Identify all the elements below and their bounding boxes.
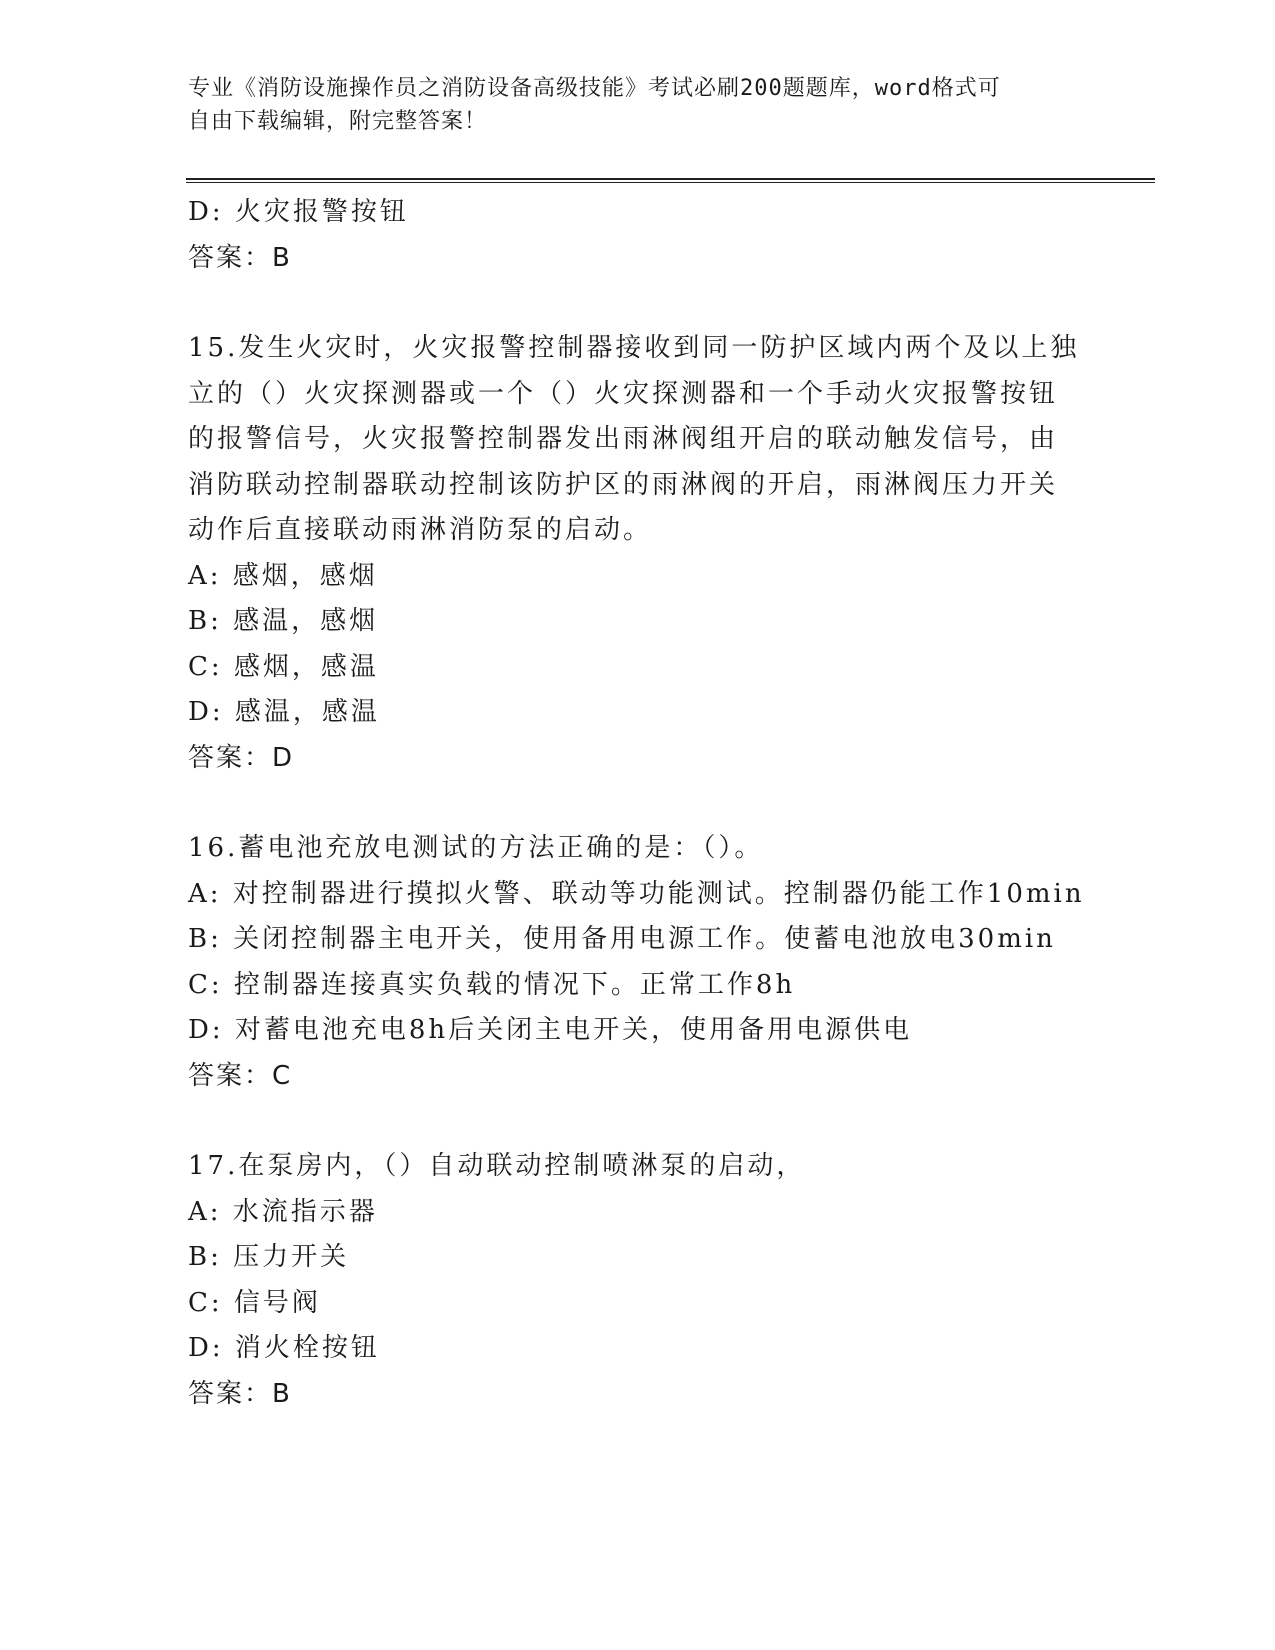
q15-option-d: D: 感温，感温 [188, 697, 380, 727]
q16-option-c: C: 控制器连接真实负载的情况下。正常工作8h [188, 969, 796, 1000]
q15-stem-line-3: 的报警信号，火灾报警控制器发出雨淋阀组开启的联动触发信号，由 [188, 424, 1059, 454]
question-17 [188, 1144, 1088, 1417]
q16-option-d: D: 对蓄电池充电8h后关闭主电开关，使用备用电源供电 [188, 1015, 913, 1045]
header-line-2: 自由下载编辑，附完整答案！ [188, 109, 488, 134]
document-header [188, 72, 1088, 138]
q15-option-a: A: 感烟，感烟 [188, 560, 378, 591]
q17-stem-line-1: 17.在泵房内，（）自动联动控制喷淋泵的启动， [188, 1151, 806, 1181]
q16-option-a: A: 对控制器进行摸拟火警、联动等功能测试。控制器仍能工作10min [188, 878, 1085, 909]
q17-option-c: C: 信号阀 [188, 1287, 321, 1318]
q17-option-a: A: 水流指示器 [188, 1196, 378, 1227]
q16-answer: 答案：C [188, 1060, 293, 1091]
header-divider [186, 178, 1155, 183]
question-15 [188, 326, 1088, 781]
prev-option-d: D: 火灾报警按钮 [188, 197, 409, 227]
q15-option-c: C: 感烟，感温 [188, 651, 379, 682]
q16-option-b: B: 关闭控制器主电开关，使用备用电源工作。使蓄电池放电30min [188, 924, 1056, 954]
question-list [188, 190, 1088, 1417]
prev-answer: 答案：B [188, 242, 292, 273]
q17-answer: 答案：B [188, 1378, 292, 1409]
q16-stem-line-1: 16.蓄电池充放电测试的方法正确的是：（）。 [188, 833, 764, 863]
q15-stem-line-2: 立的（）火灾探测器或一个（）火灾探测器和一个手动火灾报警按钮 [188, 378, 1059, 409]
q17-option-b: B: 压力开关 [188, 1242, 350, 1272]
q15-stem-line-1: 15.发生火灾时，火灾报警控制器接收到同一防护区域内两个及以上独 [188, 333, 1080, 363]
q17-option-d: D: 消火栓按钮 [188, 1333, 380, 1363]
q15-option-b: B: 感温，感烟 [188, 606, 379, 636]
q15-stem-line-4: 消防联动控制器联动控制该防护区的雨淋阀的开启，雨淋阀压力开关 [188, 469, 1059, 500]
q15-stem-line-5: 动作后直接联动雨淋消防泵的启动。 [188, 515, 653, 545]
header-line-1: 专业《消防设施操作员之消防设备高级技能》考试必刷200题题库，word格式可 [188, 76, 1001, 101]
question-16 [188, 826, 1088, 1099]
q15-answer: 答案：D [188, 742, 295, 773]
